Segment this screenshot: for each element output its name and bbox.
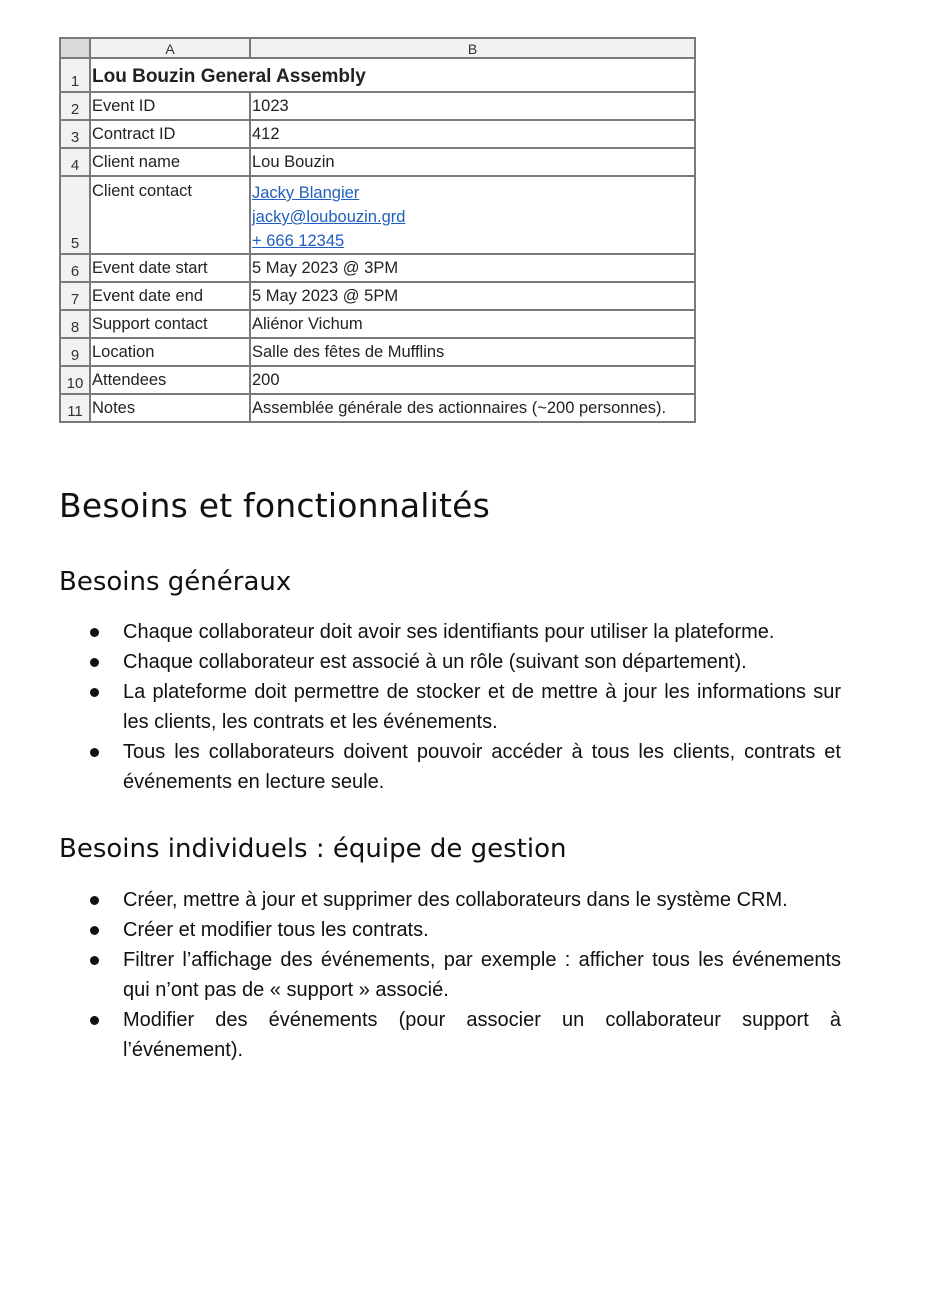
section-heading-general: Besoins généraux xyxy=(59,567,292,597)
requirements-document xyxy=(59,478,841,1065)
support-contact-label-cell[interactable]: Support contact xyxy=(90,310,250,338)
event-id-label-cell[interactable]: Event ID xyxy=(90,92,250,120)
list-item xyxy=(123,1005,841,1065)
list-item-text: La plateforme doit permettre de stocker et de mettre à jour les informations sur les clients, les contrats et les événements. xyxy=(123,681,841,733)
location-value-cell[interactable]: Salle des fêtes de Mufflins xyxy=(250,338,695,366)
support-contact-value-cell[interactable]: Aliénor Vichum xyxy=(250,310,695,338)
location-label-cell[interactable]: Location xyxy=(90,338,250,366)
row-header[interactable]: 11 xyxy=(60,394,90,422)
sheet-title-cell[interactable]: Lou Bouzin General Assembly xyxy=(90,58,695,92)
notes-value-cell[interactable]: Assemblée générale des actionnaires (~200 personnes). xyxy=(250,394,695,422)
list-item-text: Chaque collaborateur est associé à un rôle (suivant son département). xyxy=(123,651,747,673)
row-header[interactable]: 10 xyxy=(60,366,90,394)
bullet-icon xyxy=(90,658,99,667)
row-header[interactable]: 3 xyxy=(60,120,90,148)
bullet-icon xyxy=(90,896,99,905)
row-header[interactable]: 5 xyxy=(60,176,90,254)
list-item-text: Filtrer l’affichage des événements, par exemple : afficher tous les événements qui n’ont pas de « support » associé. xyxy=(123,949,841,1001)
contract-id-value-cell[interactable]: 412 xyxy=(250,120,695,148)
event-date-end-value-cell[interactable]: 5 May 2023 @ 5PM xyxy=(250,282,695,310)
list-item-text: Tous les collaborateurs doivent pouvoir accéder à tous les clients, contrats et événements en lecture seule. xyxy=(123,741,841,793)
section-heading-management-team: Besoins individuels : équipe de gestion xyxy=(59,834,567,864)
event-spreadsheet xyxy=(59,37,696,423)
attendees-label-cell[interactable]: Attendees xyxy=(90,366,250,394)
list-item-text: Créer et modifier tous les contrats. xyxy=(123,919,429,941)
event-date-start-label-cell[interactable]: Event date start xyxy=(90,254,250,282)
notes-label-cell[interactable]: Notes xyxy=(90,394,250,422)
select-all-corner[interactable] xyxy=(60,38,90,58)
management-needs-list xyxy=(59,885,841,1065)
list-item xyxy=(123,677,841,737)
contact-email-link[interactable]: jacky@loubouzin.grd xyxy=(252,208,406,226)
attendees-value-cell[interactable]: 200 xyxy=(250,366,695,394)
contact-name-link[interactable]: Jacky Blangier xyxy=(252,184,360,202)
general-needs-list xyxy=(59,617,841,797)
bullet-icon xyxy=(90,926,99,935)
column-header-a[interactable]: A xyxy=(90,38,250,58)
list-item-text: Créer, mettre à jour et supprimer des collaborateurs dans le système CRM. xyxy=(123,889,788,911)
bullet-icon xyxy=(90,688,99,697)
client-contact-label-cell[interactable]: Client contact xyxy=(90,176,250,254)
list-item-text: Modifier des événements (pour associer un collaborateur support à l’événement). xyxy=(123,1009,841,1061)
contact-phone-link[interactable]: + 666 12345 xyxy=(252,232,345,250)
row-header[interactable]: 8 xyxy=(60,310,90,338)
bullet-icon xyxy=(90,748,99,757)
column-header-b[interactable]: B xyxy=(250,38,695,58)
list-item xyxy=(123,737,841,797)
list-item xyxy=(123,885,841,915)
row-header[interactable]: 9 xyxy=(60,338,90,366)
client-name-label-cell[interactable]: Client name xyxy=(90,148,250,176)
bullet-icon xyxy=(90,1016,99,1025)
list-item xyxy=(123,647,841,677)
list-item xyxy=(123,945,841,1005)
row-header[interactable]: 7 xyxy=(60,282,90,310)
bullet-icon xyxy=(90,956,99,965)
client-contact-value-cell[interactable] xyxy=(250,176,695,254)
client-name-value-cell[interactable]: Lou Bouzin xyxy=(250,148,695,176)
row-header[interactable]: 2 xyxy=(60,92,90,120)
row-header[interactable]: 1 xyxy=(60,58,90,92)
row-header[interactable]: 4 xyxy=(60,148,90,176)
list-item xyxy=(123,617,841,647)
contract-id-label-cell[interactable]: Contract ID xyxy=(90,120,250,148)
bullet-icon xyxy=(90,628,99,637)
list-item xyxy=(123,915,841,945)
event-date-start-value-cell[interactable]: 5 May 2023 @ 3PM xyxy=(250,254,695,282)
event-id-value-cell[interactable]: 1023 xyxy=(250,92,695,120)
list-item-text: Chaque collaborateur doit avoir ses identifiants pour utiliser la plateforme. xyxy=(123,621,775,643)
event-date-end-label-cell[interactable]: Event date end xyxy=(90,282,250,310)
page-title: Besoins et fonctionnalités xyxy=(59,486,491,525)
row-header[interactable]: 6 xyxy=(60,254,90,282)
